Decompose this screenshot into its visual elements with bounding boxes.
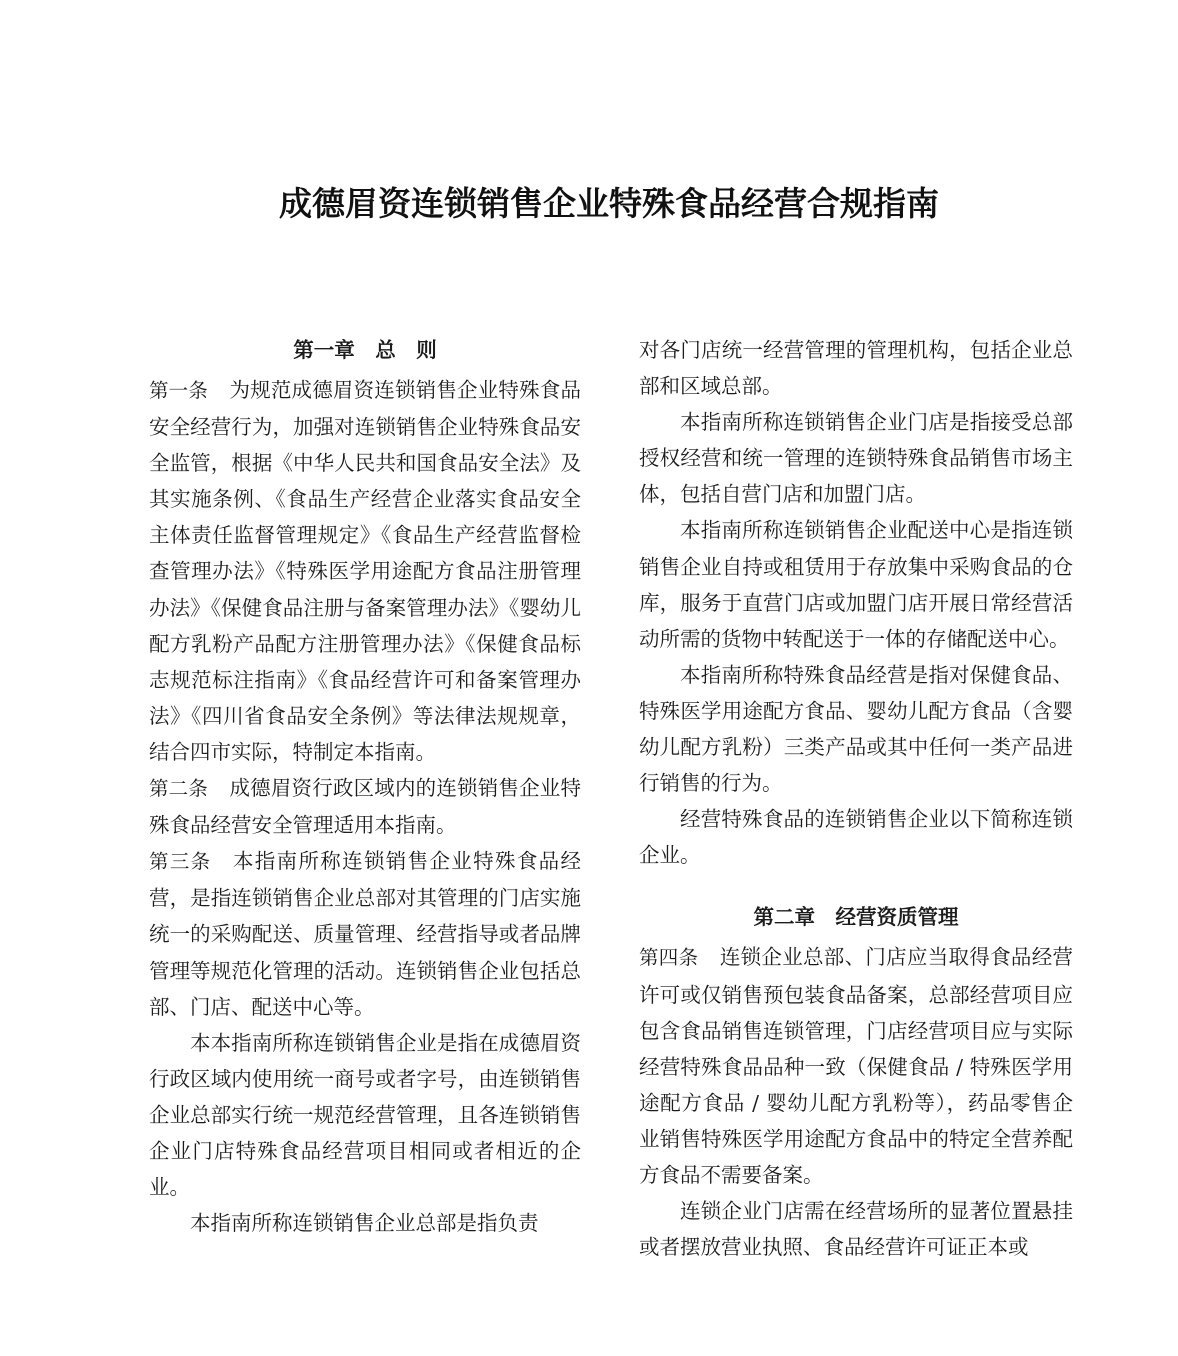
article-2: [149, 770, 581, 843]
article-1: [149, 372, 581, 770]
document-title: 成德眉资连锁销售企业特殊食品经营合规指南: [279, 184, 939, 223]
paragraph-chain-enterprise: 本本指南所称连锁销售企业是指在成德眉资行政区域内使用统一商号或者字号，由连锁销售企业总部实行统一规范经营管理，且各连锁销售企业门店特殊食品经营项目相同或者相近的企业。: [149, 1030, 581, 1200]
article-2-text: 成德眉资行政区域内的连锁销售企业特殊食品经营安全管理适用本指南。: [149, 776, 581, 838]
paragraph-special-food: 本指南所称特殊食品经营是指对保健食品、特殊医学用途配方食品、婴幼儿配方食品（含婴幼儿配方乳粉）三类产品或其中任何一类产品进行销售的行为。: [639, 662, 1073, 796]
article-3-text: 本指南所称连锁销售企业特殊食品经营，是指连锁销售企业总部对其管理的门店实施统一的采购配送、质量管理、经营指导或者品牌管理等规范化管理的活动。连锁销售企业包括总部、门店、配送中心等。: [149, 849, 581, 1019]
article-3: [149, 843, 581, 1024]
paragraph-distribution-center: 本指南所称连锁销售企业配送中心是指连锁销售企业自持或租赁用于存放集中采购食品的仓库，服务于直营门店或加盟门店开展日常经营活动所需的货物中转配送于一体的存储配送中心。: [639, 518, 1073, 651]
article-2-label: 第二条: [149, 777, 209, 801]
right-column: [639, 332, 1073, 1265]
paragraph-store: 本指南所称连锁销售企业门店是指接受总部授权经营和统一管理的连锁特殊食品销售市场主体，包括自营门店和加盟门店。: [639, 410, 1073, 507]
chapter-1-heading: 第一章 总 则: [293, 338, 437, 362]
paragraph-headquarters-continued: 对各门店统一经营管理的管理机构，包括企业总部和区域总部。: [639, 338, 1073, 399]
article-4: [639, 939, 1073, 1193]
left-column: [149, 332, 581, 1241]
article-3-label: 第三条: [149, 850, 212, 874]
paragraph-display-license: 连锁企业门店需在经营场所的显著位置悬挂或者摆放营业执照、食品经营许可证正本或: [639, 1199, 1073, 1260]
article-1-label: 第一条: [149, 379, 209, 402]
article-4-text: 连锁企业总部、门店应当取得食品经营许可或仅销售预包装食品备案，总部经营项目应包含食品销售连锁管理，门店经营项目应与实际经营特殊食品品种一致（保健食品 / 特殊医学用途配方食品 / 婴幼儿配方乳粉等），药品零售企业销售特殊医学用途配方食品中的特定全营养配方食品不需要备案。: [639, 945, 1073, 1187]
chapter-2-heading: 第二章 经营资质管理: [753, 905, 959, 930]
paragraph-headquarters-start: 本指南所称连锁销售企业总部是指负责: [190, 1211, 539, 1236]
article-4-label: 第四条: [639, 946, 699, 970]
paragraph-abbreviation: 经营特殊食品的连锁销售企业以下简称连锁企业。: [639, 807, 1073, 868]
article-1-text: 为规范成德眉资连锁销售企业特殊食品安全经营行为，加强对连锁销售企业特殊食品安全监管，根据《中华人民共和国食品安全法》及其实施条例、《食品生产经营企业落实食品安全主体责任监督管理规定》《食品生产经营监督检查管理办法》《特殊医学用途配方食品注册管理办法》《保健食品注册与备案管理办法》《婴幼儿配方乳粉产品配方注册管理办法》《保健食品标志规范标注指南》《食品经营许可和备案管理办法》《四川省食品安全条例》等法律法规规章，结合四市实际，特制定本指南。: [149, 378, 581, 764]
